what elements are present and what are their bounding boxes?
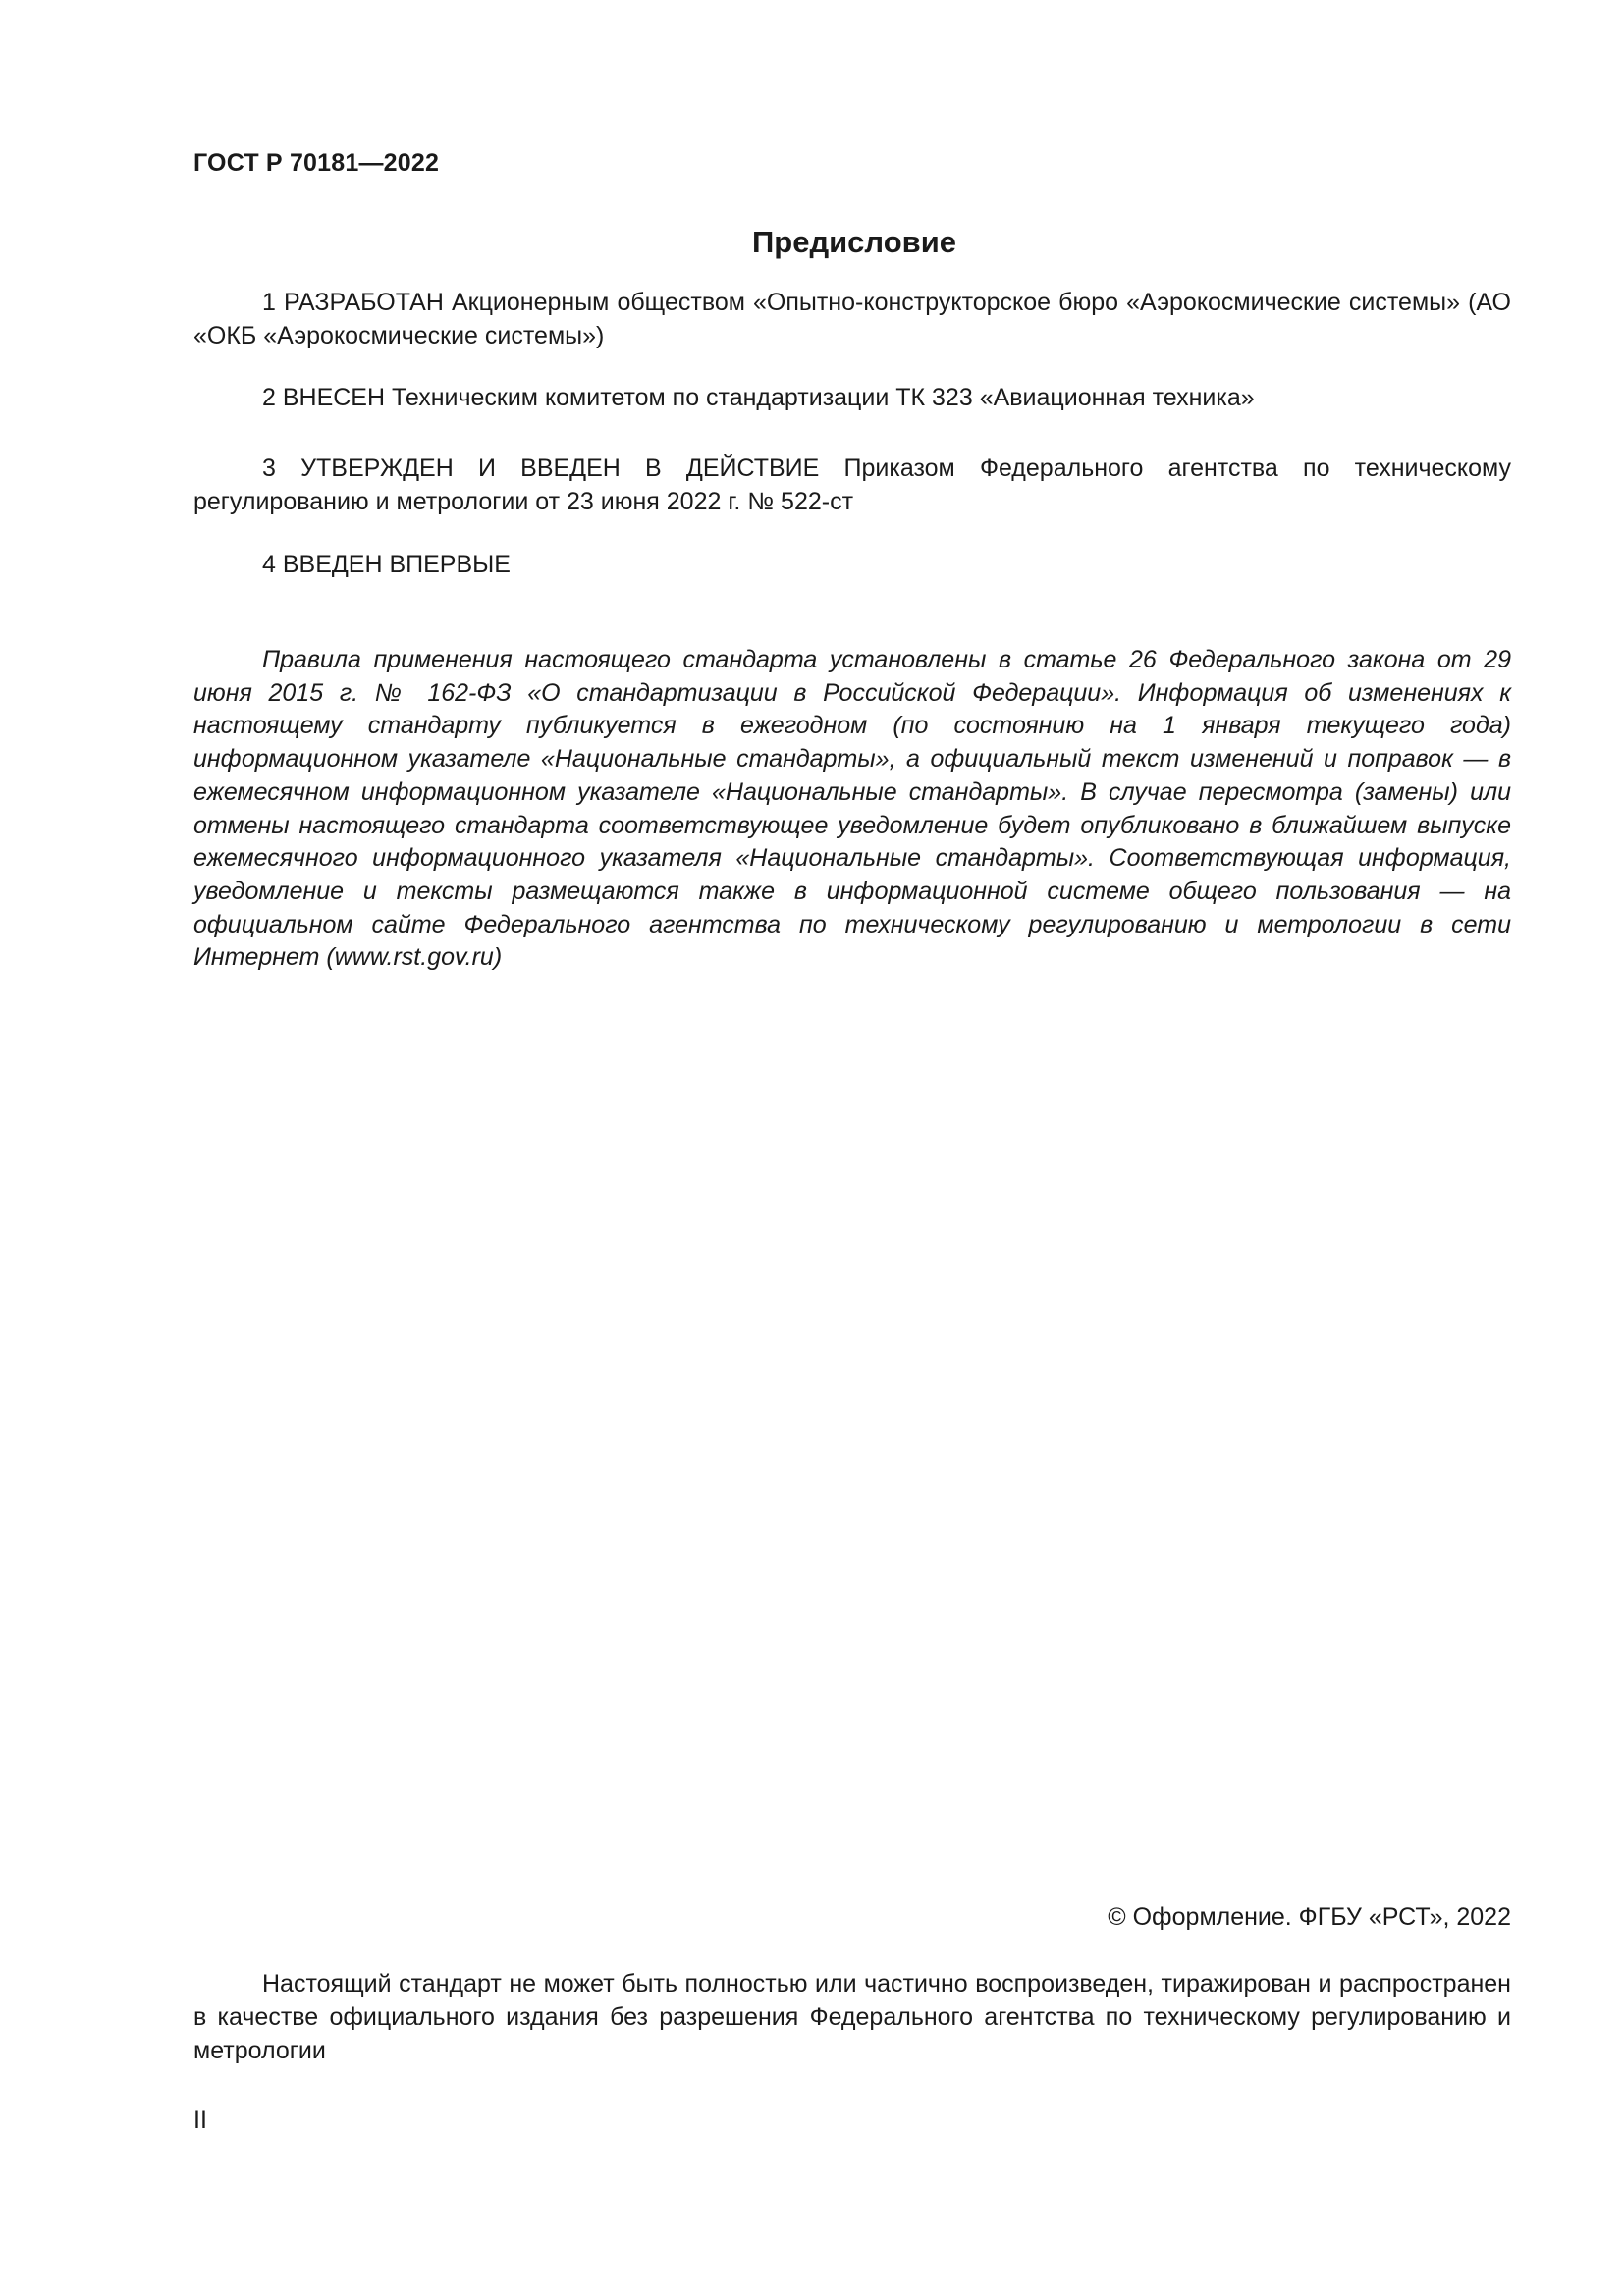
foreword-item-1-text: 1 РАЗРАБОТАН Акционерным обществом «Опытно-конструкторское бюро «Аэрокосмические системы» (АО «ОКБ «Аэрокосмические системы») — [193, 289, 1511, 349]
section-title: Предисловие — [751, 225, 956, 259]
foreword-item-2 — [193, 381, 1511, 414]
application-rules-note — [193, 644, 1511, 975]
application-rules-note-text: Правила применения настоящего стандарта установлены в статье 26 Федерального закона от 29 июня 2015 г. № 162-ФЗ «О стандартизации в Российской Федерации». Информация об изменениях к настоящему стандарту публикуется в ежегодном (по состоянию на 1 января текущего года) информационном указателе «Национальные стандарты», а официальный текст изменений и поправок — в ежемесячном информационном указателе «Национальные стандарты». В случае пересмотра (замены) или отмены настоящего стандарта соответствующее уведомление будет опубликовано в ближайшем выпуске ежемесячного информационного указателя «Национальные стандарты». Соответствующая информация, уведомление и тексты размещаются также в информационной системе общего пользования — на официальном сайте Федерального агентства по техническому регулированию и метрологии в сети Интернет (www.rst.gov.ru) — [193, 646, 1511, 972]
foreword-item-3 — [193, 452, 1511, 518]
reproduction-notice — [193, 1967, 1511, 2067]
reproduction-notice-text: Настоящий стандарт не может быть полностью или частично воспроизведен, тиражирован и распространен в качестве официального издания без разрешения Федерального агентства по техническому регулированию и метрологии — [193, 1970, 1511, 2064]
foreword-item-3-text: 3 УТВЕРЖДЕН И ВВЕДЕН В ДЕЙСТВИЕ Приказом Федерального агентства по техническому регулированию и метрологии от 23 июня 2022 г. № 522-ст — [193, 454, 1511, 515]
copyright-line: © Оформление. ФГБУ «РСТ», 2022 — [1108, 1903, 1511, 1931]
foreword-item-1 — [193, 286, 1511, 352]
foreword-item-4-text: 4 ВВЕДЕН ВПЕРВЫЕ — [262, 551, 511, 578]
foreword-item-2-text: 2 ВНЕСЕН Техническим комитетом по стандартизации ТК 323 «Авиационная техника» — [262, 384, 1255, 411]
document-id-header: ГОСТ Р 70181—2022 — [193, 149, 440, 177]
page-number: II — [193, 2107, 207, 2134]
foreword-item-4 — [193, 548, 1511, 581]
